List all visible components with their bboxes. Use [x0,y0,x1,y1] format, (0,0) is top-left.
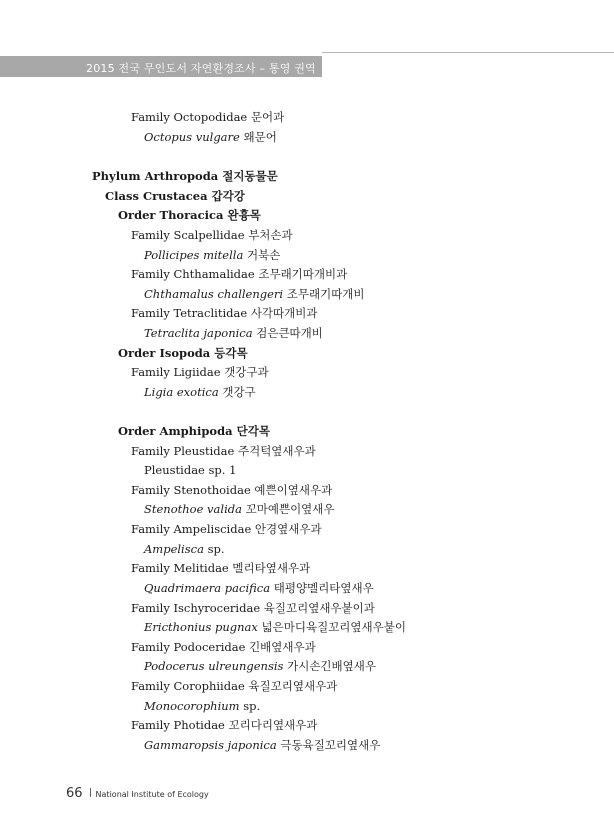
order-entry: Order Amphipoda 단각목 [118,424,270,438]
institute-name: National Institute of Ecology [95,790,209,799]
family-entry: Family Photidae 꼬리다리옆새우과 [131,718,318,732]
species-entry: Ampelisca sp. [144,542,225,556]
species-entry: Pleustidae sp. 1 [144,463,237,477]
family-entry: Family Ampeliscidae 안경옆새우과 [131,522,322,536]
family-entry: Family Ligiidae 갯강구과 [131,365,269,379]
page-number: 66 [66,786,83,801]
species-entry: Podocerus ulreungensis 가시손긴배옆새우 [144,659,376,673]
family-entry: Family Podoceridae 긴배옆새우과 [131,640,316,654]
species-entry: Stenothoe valida 꼬마예쁜이옆새우 [144,502,335,516]
family-entry: Family Corophiidae 육질꼬리옆새우과 [131,679,338,693]
family-entry: Family Tetraclitidae 사각따개비과 [131,306,318,320]
species-entry: Tetraclita japonica 검은큰따개비 [144,326,323,340]
page-footer [66,782,209,801]
species-entry: Pollicipes mitella 거북손 [144,248,281,262]
family-entry: Family Chthamalidae 조무래기따개비과 [131,267,348,281]
family-entry: Family Pleustidae 주걱턱옆새우과 [131,444,316,458]
species-entry: Chthamalus challengeri 조무래기따개비 [144,287,365,301]
species-entry: Monocorophium sp. [144,699,261,713]
footer-divider [90,788,91,797]
order-entry: Order Thoracica 완흉목 [118,208,261,222]
species-entry: Ericthonius pugnax 넓은마디육질꼬리옆새우붙이 [144,620,406,634]
order-entry: Order Isopoda 등각목 [118,346,248,360]
family-entry: Family Stenothoidae 예쁜이옆새우과 [131,483,333,497]
family-entry: Family Scalpellidae 부처손과 [131,228,293,242]
family-entry: Family Octopodidae 문어과 [131,110,285,124]
running-header: 2015 전국 무인도서 자연환경조사 – 통영 권역 [86,62,316,75]
family-entry: Family Ischyroceridae 육질꼬리옆새우붙이과 [131,601,375,615]
species-entry: Octopus vulgare 왜문어 [144,130,277,144]
phylum-entry: Phylum Arthropoda 절지동물문 [92,169,278,183]
family-entry: Family Melitidae 멜리타옆새우과 [131,561,311,575]
species-entry: Quadrimaera pacifica 태평양멜리타옆새우 [144,581,374,595]
species-entry: Ligia exotica 갯강구 [144,385,256,399]
species-entry: Gammaropsis japonica 극동육질꼬리옆새우 [144,738,381,752]
class-entry: Class Crustacea 갑각강 [105,189,245,203]
